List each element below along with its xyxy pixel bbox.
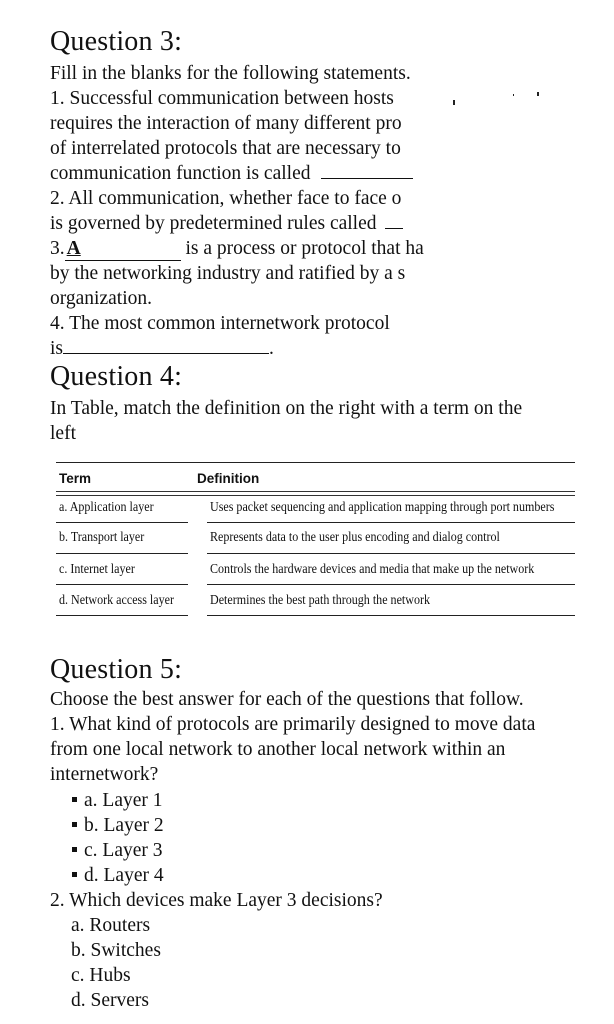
- q3-line-4-text: communication function is called: [50, 163, 311, 184]
- q4-instruction-line-1: In Table, match the definition on the right with a term on the: [50, 398, 523, 419]
- question-5-heading: Question 5:: [50, 654, 183, 685]
- q3-instruction: Fill in the blanks for the following statements.: [50, 63, 411, 84]
- table-header-term: Term: [59, 471, 92, 486]
- q3-line-6-text: is governed by predetermined rules called: [50, 213, 377, 234]
- q3-line-11: [50, 338, 274, 360]
- row-rule: [207, 522, 575, 523]
- bullet-square-icon: [72, 797, 77, 802]
- question-3-heading: Question 3:: [50, 26, 183, 57]
- row-rule: [56, 553, 188, 554]
- q3-line-4: [50, 163, 413, 185]
- q3-line-7-answer: A: [66, 238, 81, 259]
- q3-line-7: [50, 238, 439, 261]
- fill-blank-1[interactable]: [321, 178, 413, 179]
- q3-line-7-number: 3.: [50, 238, 65, 259]
- q2-option-b[interactable]: b. Switches: [71, 940, 161, 961]
- row-rule: [56, 584, 188, 585]
- q4-instruction-line-2: left: [50, 423, 76, 444]
- row-rule: [207, 584, 575, 585]
- term-cell: d. Network access layer: [59, 593, 174, 608]
- q3-line-7-text: is a process or protocol that ha: [185, 238, 424, 259]
- table-top-rule: [56, 462, 575, 463]
- q3-line-10: 4. The most common internetwork protocol: [50, 313, 390, 334]
- q1-option-d[interactable]: [72, 865, 164, 887]
- q3-line-5: 2. All communication, whether face to face o: [50, 188, 402, 209]
- q3-line-1-text: 1. Successful communication between hosts: [50, 88, 394, 109]
- table-header-definition: Definition: [197, 471, 260, 486]
- q2-option-d[interactable]: d. Servers: [71, 990, 149, 1011]
- q1-option-c-label: c. Layer 3: [84, 840, 163, 861]
- q1-option-b[interactable]: [72, 815, 164, 837]
- q3-line-1: [50, 88, 457, 110]
- q2-option-c[interactable]: c. Hubs: [71, 965, 131, 986]
- q3-line-11-end: .: [269, 338, 274, 359]
- bullet-square-icon: [72, 847, 77, 852]
- q1-option-c[interactable]: [72, 840, 163, 862]
- stray-mark: [513, 94, 514, 96]
- definition-cell: Controls the hardware devices and media that make up the network: [210, 562, 535, 577]
- row-rule: [207, 615, 575, 616]
- q2-option-a[interactable]: a. Routers: [71, 915, 151, 936]
- q3-line-6: [50, 213, 403, 235]
- q3-line-11-start: is: [50, 338, 64, 359]
- term-cell: c. Internet layer: [59, 562, 135, 577]
- term-cell: b. Transport layer: [59, 530, 145, 545]
- q1-option-a-label: a. Layer 1: [84, 790, 163, 811]
- q5-question-1-line-1: 1. What kind of protocols are primarily designed to move data: [50, 714, 536, 735]
- q1-option-a[interactable]: [72, 790, 163, 812]
- row-rule: [207, 553, 575, 554]
- q3-line-3: of interrelated protocols that are necessary to: [50, 138, 401, 159]
- definition-cell: Determines the best path through the network: [210, 593, 431, 608]
- fill-blank-2[interactable]: [385, 228, 403, 229]
- table-header-rule: [56, 491, 575, 496]
- definition-cell: Represents data to the user plus encoding and dialog control: [210, 530, 500, 545]
- fill-blank-4[interactable]: [63, 353, 269, 354]
- definition-cell: Uses packet sequencing and application mapping through port numbers: [210, 500, 555, 515]
- q5-question-1-line-2: from one local network to another local network within an: [50, 739, 506, 760]
- q5-question-2: 2. Which devices make Layer 3 decisions?: [50, 890, 383, 911]
- q3-line-9: organization.: [50, 288, 152, 309]
- row-rule: [56, 522, 188, 523]
- q3-line-2: requires the interaction of many different pro: [50, 113, 402, 134]
- q5-instruction: Choose the best answer for each of the questions that follow.: [50, 689, 524, 710]
- q3-line-8: by the networking industry and ratified by a s: [50, 263, 406, 284]
- cut-text-mark: [453, 100, 455, 105]
- bullet-square-icon: [72, 822, 77, 827]
- q1-option-b-label: b. Layer 2: [84, 815, 164, 836]
- question-4-heading: Question 4:: [50, 361, 183, 392]
- q1-option-d-label: d. Layer 4: [84, 865, 164, 886]
- stray-mark: [537, 92, 539, 96]
- q5-question-1-line-3: internetwork?: [50, 764, 159, 785]
- row-rule: [56, 615, 188, 616]
- bullet-square-icon: [72, 872, 77, 877]
- term-cell: a. Application layer: [59, 500, 154, 515]
- fill-blank-3[interactable]: [65, 238, 181, 261]
